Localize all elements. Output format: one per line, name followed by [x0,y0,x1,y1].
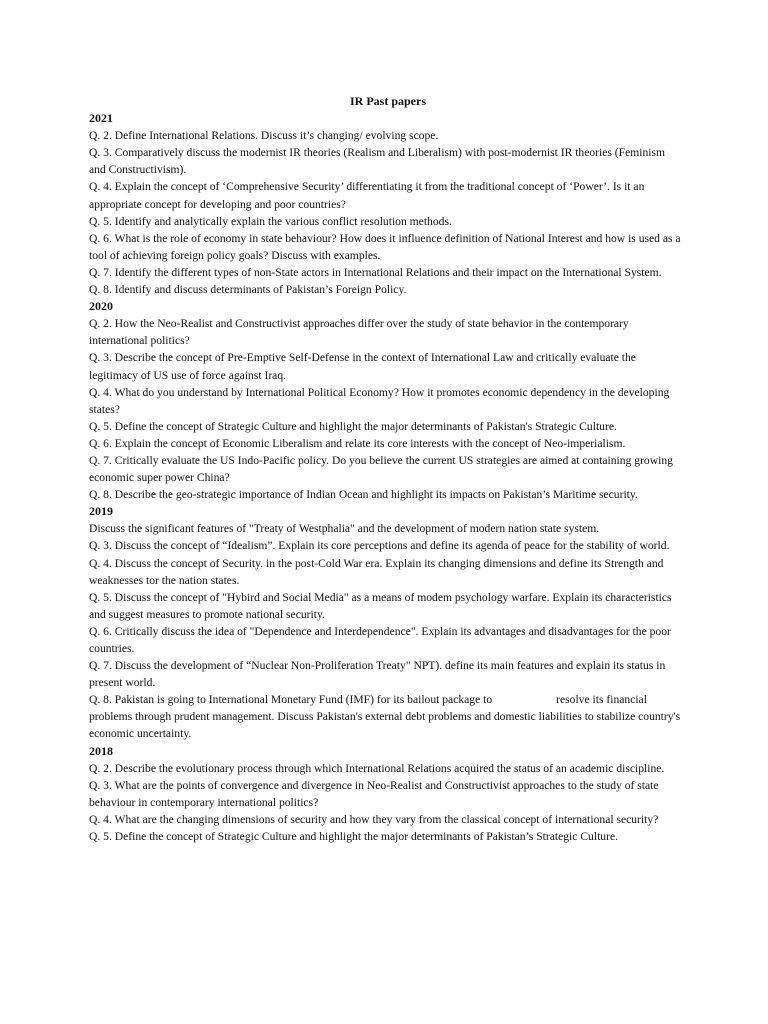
question: Q. 6. Critically discuss the idea of "Dependence and Interdependence". Explain its advantages and disadvantages for the poor countries. [89,624,671,655]
question: Q. 2. Describe the evolutionary process through which International Relations acquired the status of an academic discipline. [89,761,665,775]
question: Q. 4. Explain the concept of ‘Comprehensive Security’ differentiating it from the traditional concept of ‘Power’. Is it an appropriate concept for developing and poor countries? [89,180,645,211]
year-section-2019 [89,503,683,742]
question: Q. 5. Define the concept of Strategic Culture and highlight the major determinants of Pakistan’s Strategic Culture. [89,830,618,844]
question [89,691,683,742]
question: Q. 4. What do you understand by International Political Economy? How it promotes economic dependency in the developing states? [89,385,670,416]
question-text: resolve its financial problems through prudent management. Discuss Pakistan's external debt problems and domestic liabilities to stabilize country's economic uncertainty. [89,693,681,741]
question: Q. 4. What are the changing dimensions of security and how they vary from the classical concept of international security? [89,812,659,826]
question: Q. 4. Discuss the concept of Security. in the post-Cold War era. Explain its changing dimensions and define its Strength and weaknesses tor the nation states. [89,556,664,587]
year-heading: 2020 [89,299,113,314]
year-heading: 2021 [89,111,113,126]
year-heading: 2018 [89,743,113,758]
question: Q. 7. Discuss the development of “Nuclear Non-Proliferation Treaty" NPT). define its main features and explain its status in present world. [89,659,666,690]
question: Discuss the significant features of "Treaty of Westphalia" and the development of modern nation state system. [89,522,600,536]
question: Q. 5. Discuss the concept of "Hybird and Social Media" as a means of modem psychology warfare. Explain its characteristics and suggest measures to promote national security. [89,590,672,621]
year-heading: 2019 [89,504,113,519]
question: Q. 3. Comparatively discuss the modernist IR theories (Realism and Liberalism) with post-modernist IR theories (Feminism and Constructivism). [89,146,666,177]
question: Q. 6. Explain the concept of Economic Liberalism and relate its core interests with the concept of Neo-imperialism. [89,436,626,450]
year-section-2021 [89,110,683,298]
question: Q. 6. What is the role of economy in state behaviour? How does it influence definition of National Interest and how is used as a tool of achieving foreign policy goals? Discuss with examples. [89,231,681,262]
question: Q. 5. Identify and analytically explain the various conflict resolution methods. [89,214,452,228]
question: Q. 3. Discuss the concept of “Idealism”. Explain its core perceptions and define its agenda of peace for the stability of world. [89,539,670,553]
question: Q. 7. Critically evaluate the US Indo-Pacific policy. Do you believe the current US strategies are aimed at containing growing economic super power China? [89,453,673,485]
document-title: IR Past papers [349,94,426,108]
year-section-2018 [89,743,683,846]
question: Q. 5. Define the concept of Strategic Culture and highlight the major determinants of Pakistan's Strategic Culture. [89,419,617,433]
question: Q. 7. Identify the different types of non-State actors in International Relations and their impact on the International System. [89,265,662,279]
question: Q. 2. Define International Relations. Discuss it’s changing/ evolving scope. [89,129,439,143]
question: Q. 3. What are the points of convergence and divergence in Neo-Realist and Constructivist approaches to the study of state behaviour in contemporary international politics? [89,778,659,809]
document-page [89,93,683,845]
question: Q. 8. Identify and discuss determinants of Pakistan’s Foreign Policy. [89,283,407,297]
question: Q. 3. Describe the concept of Pre-Emptive Self-Defense in the context of International Law and critically evaluate the legitimacy of US use of force against Iraq. [89,351,636,382]
question-text: Q. 8. Pakistan is going to International Monetary Fund (IMF) for its bailout package to [89,693,493,707]
year-section-2020 [89,298,683,503]
question: Q. 8. Describe the geo-strategic importance of Indian Ocean and highlight its impacts on Pakistan’s Maritime security. [89,488,638,502]
question: Q. 2. How the Neo-Realist and Constructivist approaches differ over the study of state behavior in the contemporary international politics? [89,317,629,348]
